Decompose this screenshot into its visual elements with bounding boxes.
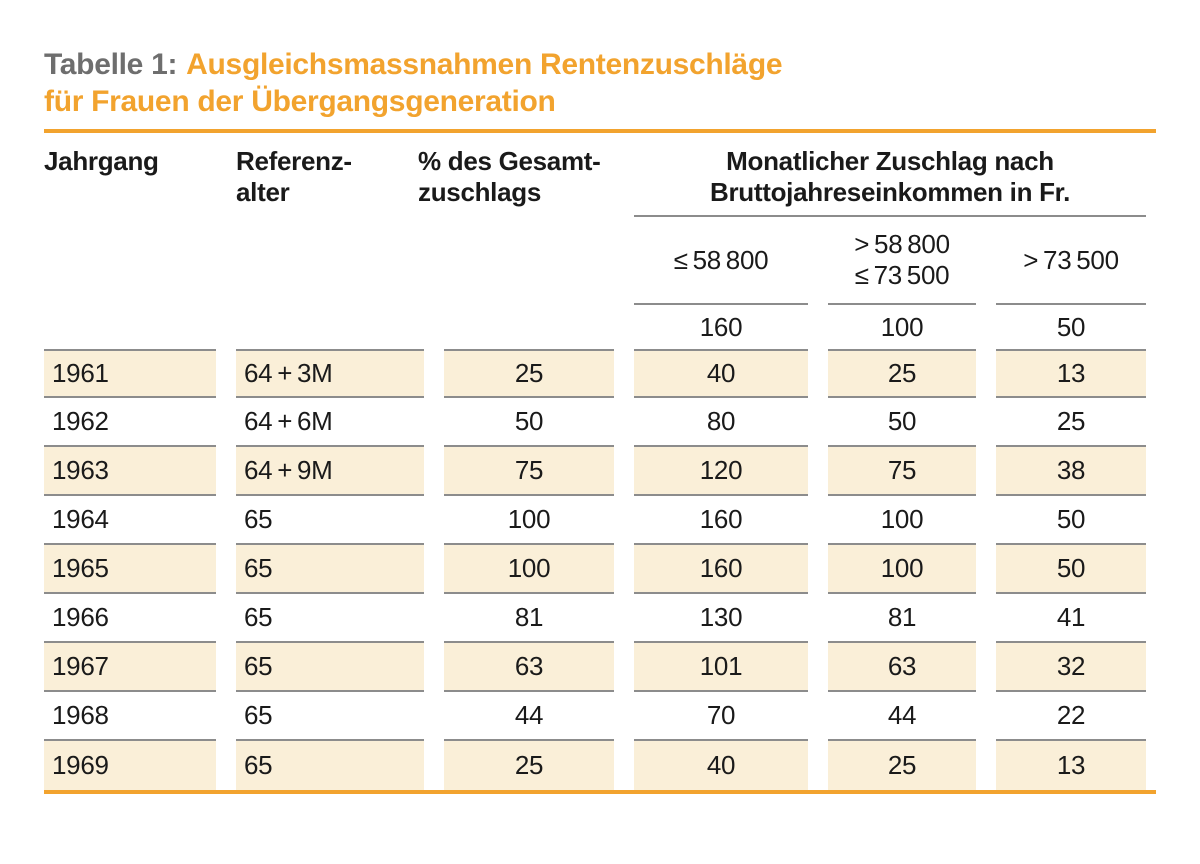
- cell-jahrgang: 1963: [44, 447, 216, 496]
- cell-zuschlag-high: 13: [996, 741, 1146, 790]
- header-row: [44, 133, 1156, 217]
- cell-prozent: 44: [444, 692, 614, 741]
- cell-jahrgang: 1964: [44, 496, 216, 545]
- cell-prozent: 75: [444, 447, 614, 496]
- cell-prozent: 100: [444, 545, 614, 594]
- col-header-referenzalter-line2: alter: [236, 177, 290, 207]
- cell-zuschlag-low: 160: [634, 496, 808, 545]
- cell-referenzalter: 65: [236, 692, 424, 741]
- base-value-mid: 100: [880, 311, 924, 342]
- col-header-prozent-line2: zuschlags: [418, 177, 542, 207]
- cell-zuschlag-mid: 100: [828, 545, 976, 594]
- table-row-1968: [44, 692, 1156, 741]
- table-row-1967: [44, 643, 1156, 692]
- cell-referenzalter: 65: [236, 594, 424, 643]
- cell-zuschlag-mid: 75: [828, 447, 976, 496]
- bracket-header-low: [634, 217, 808, 305]
- cell-zuschlag-high: 22: [996, 692, 1146, 741]
- cell-jahrgang: 1968: [44, 692, 216, 741]
- cell-jahrgang: 1967: [44, 643, 216, 692]
- col-header-referenzalter-line1: Referenz-: [236, 146, 352, 176]
- table-row-1964: [44, 496, 1156, 545]
- cell-referenzalter: 65: [236, 496, 424, 545]
- base-value-low: 160: [699, 311, 743, 342]
- cell-prozent: 100: [444, 496, 614, 545]
- cell-zuschlag-high: 41: [996, 594, 1146, 643]
- col-header-prozent: [418, 146, 614, 217]
- table-bottom-rule: [44, 790, 1156, 794]
- col-group-header-line2: Bruttojahreseinkommen in Fr.: [709, 177, 1070, 207]
- table-row-1966: [44, 594, 1156, 643]
- table-row-1965: [44, 545, 1156, 594]
- col-group-header-line1: Monatlicher Zuschlag nach: [726, 146, 1054, 176]
- cell-jahrgang: 1965: [44, 545, 216, 594]
- cell-prozent: 63: [444, 643, 614, 692]
- cell-zuschlag-high: 13: [996, 349, 1146, 398]
- col-group-header-zuschlag: [634, 146, 1146, 217]
- bracket-row-spacer: [44, 217, 614, 305]
- base-values-row: [44, 305, 1156, 349]
- cell-zuschlag-mid: 100: [828, 496, 976, 545]
- table-title-main: Ausgleichsmassnahmen Rentenzuschläge: [186, 48, 783, 81]
- bracket-mid-line2: ≤ 73 500: [854, 260, 950, 290]
- col-header-jahrgang: Jahrgang: [44, 146, 159, 176]
- base-value-high: 50: [1056, 311, 1086, 342]
- bracket-high-label: > 73 500: [1023, 244, 1119, 275]
- cell-jahrgang: 1961: [44, 349, 216, 398]
- base-values-spacer: [44, 305, 614, 349]
- cell-referenzalter: 64 + 3M: [236, 349, 424, 398]
- cell-prozent: 25: [444, 741, 614, 790]
- cell-jahrgang: 1962: [44, 398, 216, 447]
- cell-zuschlag-high: 38: [996, 447, 1146, 496]
- income-bracket-row: [44, 217, 1156, 305]
- cell-zuschlag-high: 25: [996, 398, 1146, 447]
- col-header-prozent-line1: % des Gesamt-: [418, 146, 601, 176]
- cell-prozent: 81: [444, 594, 614, 643]
- table-title-line2: für Frauen der Übergangsgeneration: [44, 85, 556, 118]
- table-row-1961: [44, 349, 1156, 398]
- bracket-header-mid: [828, 217, 976, 305]
- cell-referenzalter: 65: [236, 643, 424, 692]
- cell-referenzalter: 64 + 6M: [236, 398, 424, 447]
- cell-zuschlag-mid: 63: [828, 643, 976, 692]
- cell-prozent: 50: [444, 398, 614, 447]
- table-number-label: Tabelle 1:: [44, 48, 178, 81]
- cell-zuschlag-high: 32: [996, 643, 1146, 692]
- table-row-1969: [44, 741, 1156, 790]
- cell-zuschlag-low: 120: [634, 447, 808, 496]
- bracket-header-high: [996, 217, 1146, 305]
- cell-jahrgang: 1969: [44, 741, 216, 790]
- cell-zuschlag-low: 80: [634, 398, 808, 447]
- cell-jahrgang: 1966: [44, 594, 216, 643]
- cell-zuschlag-mid: 81: [828, 594, 976, 643]
- cell-referenzalter: 65: [236, 545, 424, 594]
- cell-zuschlag-low: 40: [634, 741, 808, 790]
- cell-zuschlag-high: 50: [996, 545, 1146, 594]
- bracket-low-label: ≤ 58 800: [673, 244, 769, 275]
- table-row-1962: [44, 398, 1156, 447]
- cell-zuschlag-low: 130: [634, 594, 808, 643]
- table-row-1963: [44, 447, 1156, 496]
- table-title-line1: [44, 46, 1156, 83]
- col-header-referenzalter: [236, 146, 424, 217]
- cell-referenzalter: 64 + 9M: [236, 447, 424, 496]
- cell-zuschlag-low: 101: [634, 643, 808, 692]
- cell-zuschlag-low: 160: [634, 545, 808, 594]
- cell-zuschlag-mid: 50: [828, 398, 976, 447]
- cell-zuschlag-mid: 25: [828, 741, 976, 790]
- cell-zuschlag-high: 50: [996, 496, 1146, 545]
- cell-zuschlag-low: 40: [634, 349, 808, 398]
- table-title: [44, 46, 1156, 120]
- cell-zuschlag-mid: 44: [828, 692, 976, 741]
- bracket-mid-line1: > 58 800: [854, 229, 950, 259]
- cell-zuschlag-mid: 25: [828, 349, 976, 398]
- cell-referenzalter: 65: [236, 741, 424, 790]
- cell-zuschlag-low: 70: [634, 692, 808, 741]
- cell-prozent: 25: [444, 349, 614, 398]
